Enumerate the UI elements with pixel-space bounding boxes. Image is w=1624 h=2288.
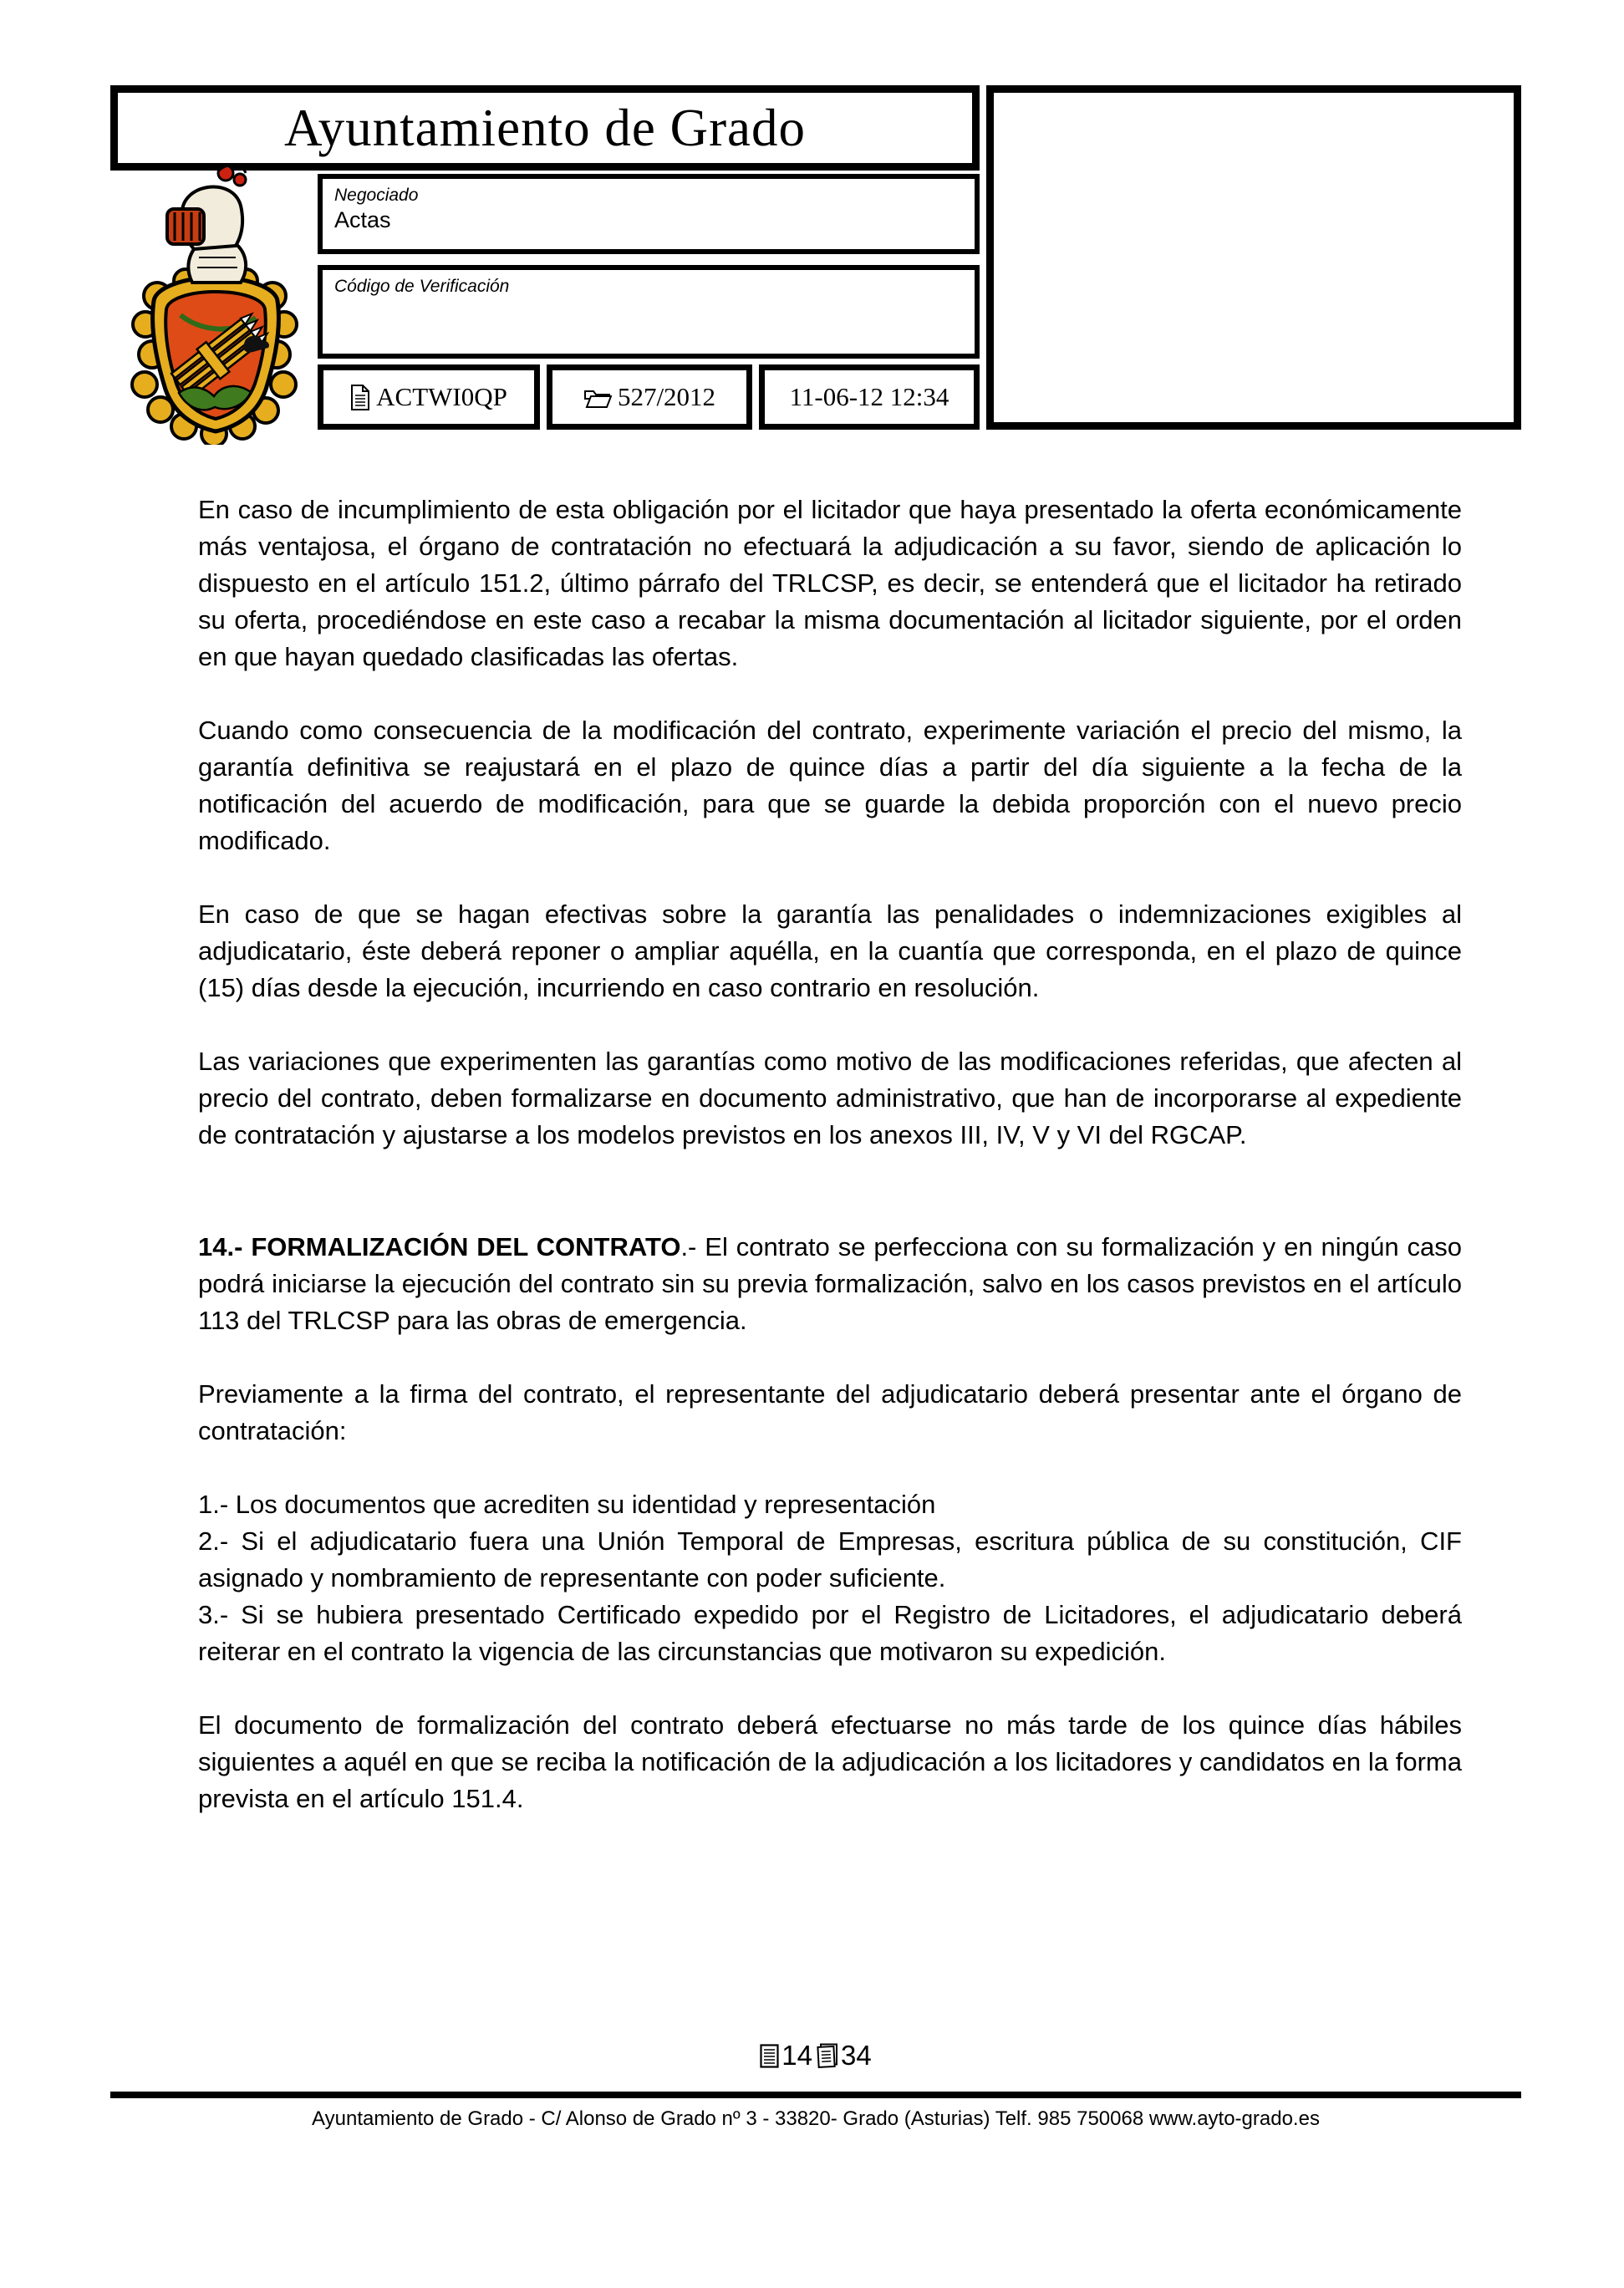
datetime-value: 11-06-12 12:34: [789, 382, 949, 411]
expediente-cell: [547, 364, 752, 430]
list-item: 3.- Si se hubiera presentado Certificado expedido por el Registro de Licitadores, el adjudicatario deberá reiterar en el contrato la vigencia de las circunstancias que motivaron su expedición.: [198, 1600, 1462, 1666]
document-icon: [350, 385, 370, 410]
header-empty-box: [986, 85, 1521, 430]
section-heading: 14.- FORMALIZACIÓN DEL CONTRATO: [198, 1232, 681, 1261]
page-total: 34: [841, 2040, 872, 2071]
pages-icon: [815, 2043, 838, 2069]
verification-code-value: ACTWI0QP: [376, 382, 507, 411]
requirements-list: [198, 1486, 1462, 1670]
footer-divider: [110, 2092, 1521, 2098]
coat-of-arms-icon: [121, 161, 315, 445]
verification-code-label: Código de Verificación: [334, 277, 510, 296]
intro-paragraph: Previamente a la firma del contrato, el representante del adjudicatario deberá presentar ante el órgano de contratación:: [198, 1379, 1462, 1445]
section-heading-continuation: .- El contrato se perfecciona con su formalización y en ningún caso podrá iniciarse la ejecución del contrato sin su previa formalización, salvo en los casos previstos en el artículo 113 del TRLCSP para las obras de emergencia.: [198, 1232, 1462, 1335]
closing-paragraph: El documento de formalización del contrato deberá efectuarse no más tarde de los quince días hábiles siguientes a aquél en que se reciba la notificación de la adjudicación a los licitadores y candidatos en la forma prevista en el artículo 151.4.: [198, 1710, 1462, 1813]
page-icon: [760, 2044, 779, 2068]
negociado-value: Actas: [334, 207, 391, 232]
page-current: 14: [781, 2040, 812, 2071]
paragraph: Cuando como consecuencia de la modificación del contrato, experimente variación el precio del mismo, la garantía definitiva se reajustará en el plazo de quince días a partir del día siguiente a la fecha de la notificación del acuerdo de modificación, para que se guarde la debida proporción con el nuevo precio modificado.: [198, 716, 1462, 855]
paragraph: Las variaciones que experimenten las garantías como motivo de las modificaciones referidas, que afecten al precio del contrato, deben formalizarse en documento administrativo, que han de incorporarse al expediente de contratación y ajustarse a los modelos previstos en los anexos III, IV, V y VI del RGCAP.: [198, 1047, 1462, 1149]
negociado-label: Negociado: [334, 186, 419, 205]
section-heading-paragraph: [198, 1229, 1462, 1339]
paragraph: En caso de incumplimiento de esta obligación por el licitador que haya presentado la oferta económicamente más ventajosa, el órgano de contratación no efectuará la adjudicación a su favor, siendo de aplicación lo dispuesto en el artículo 151.2, último párrafo del TRLCSP, es decir, se entenderá que el licitador ha retirado su oferta, procediéndose en este caso a recabar la misma documentación al licitador siguiente, por el orden en que hayan quedado clasificadas las ofertas.: [198, 495, 1462, 671]
page-title: Ayuntamiento de Grado: [283, 98, 807, 157]
expediente-value: 527/2012: [617, 382, 716, 411]
coat-of-arms-svg: [121, 161, 315, 445]
footer-address: Ayuntamiento de Grado - C/ Alonso de Grado nº 3 - 33820- Grado (Asturias) Telf. 985 750068 www.ayto-grado.es: [312, 2107, 1320, 2130]
datetime-cell: [759, 364, 980, 430]
verification-code-box: [318, 265, 980, 359]
verification-code-cell: [318, 364, 540, 430]
pagination: [110, 2040, 1521, 2071]
document-body: [198, 492, 1462, 1854]
paragraph: En caso de que se hagan efectivas sobre la garantía las penalidades o indemnizaciones exigibles al adjudicatario, éste deberá reponer o ampliar aquélla, en la cuantía que corresponda, en el plazo de quince (15) días desde la ejecución, incurriendo en caso contrario en resolución.: [198, 899, 1462, 1002]
list-item: 2.- Si el adjudicatario fuera una Unión Temporal de Empresas, escritura pública de su constitución, CIF asignado y nombramiento de representante con poder suficiente.: [198, 1526, 1462, 1592]
header-title-box: [110, 85, 980, 171]
list-item: 1.- Los documentos que acrediten su identidad y representación: [198, 1490, 936, 1519]
folder-icon: [583, 386, 612, 409]
negociado-box: [318, 174, 980, 254]
